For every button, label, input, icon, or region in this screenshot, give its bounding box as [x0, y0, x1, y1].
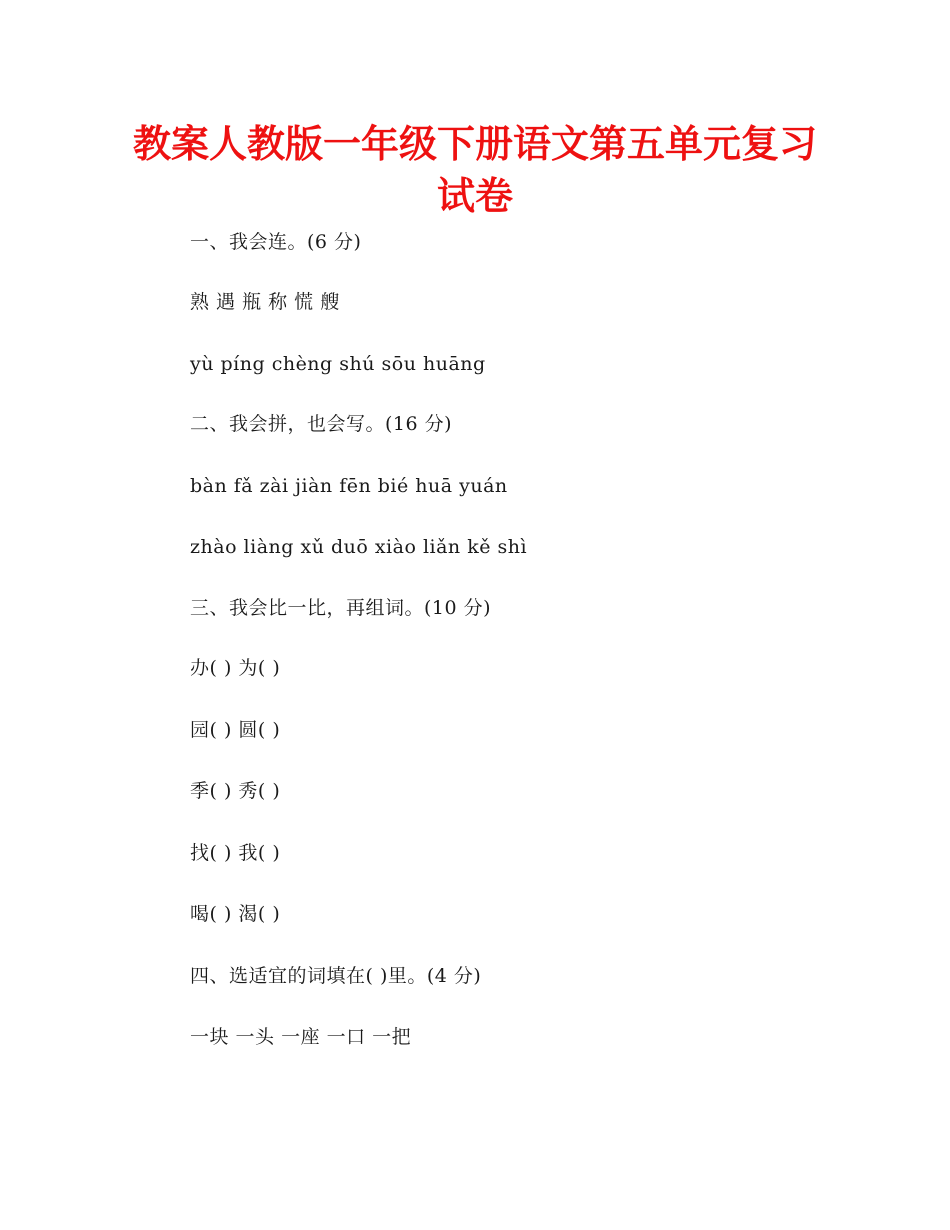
document-title: [100, 118, 850, 222]
section-heading-2: 二、我会拼，也会写。(16 分): [190, 413, 453, 435]
title-line-1: 教案人教版一年级下册语文第五单元复习: [132, 122, 817, 166]
compare-pair-5: 喝( ) 渴( ): [190, 903, 281, 925]
matching-pinyin: yù píng chèng shú sōu huāng: [190, 353, 486, 375]
compare-pair-3: 季( ) 秀( ): [190, 780, 281, 802]
section-heading-4: 四、选适宜的词填在( )里。(4 分): [190, 965, 482, 987]
title-line-2: 试卷: [436, 174, 513, 218]
compare-pair-2: 园( ) 圆( ): [190, 719, 281, 741]
pinyin-line-1: bàn fǎ zài jiàn fēn bié huā yuán: [190, 475, 508, 497]
measure-word-options: 一块 一头 一座 一口 一把: [190, 1026, 412, 1048]
matching-characters: 熟 遇 瓶 称 慌 艘: [190, 291, 340, 313]
compare-pair-1: 办( ) 为( ): [190, 657, 281, 679]
pinyin-line-2: zhào liàng xǔ duō xiào liǎn kě shì: [190, 536, 528, 558]
compare-pair-4: 找( ) 我( ): [190, 842, 281, 864]
section-heading-1: 一、我会连。(6 分): [190, 231, 362, 253]
section-heading-3: 三、我会比一比，再组词。(10 分): [190, 597, 492, 619]
